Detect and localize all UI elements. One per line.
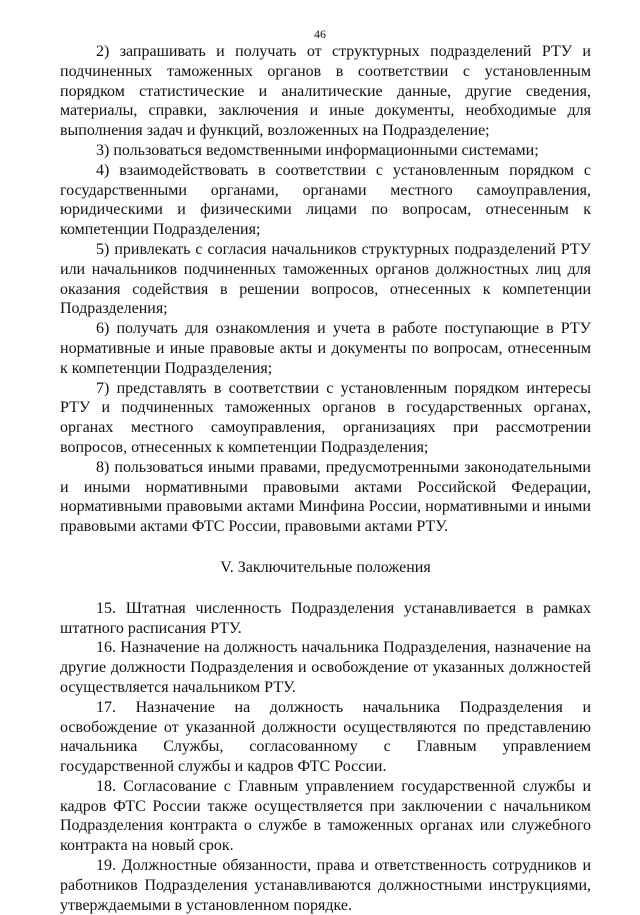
page-number: 46: [314, 27, 326, 41]
final-item-19: 19. Должностные обязанности, права и ответственность сотрудников и работников Подразделения устанавливаются должностными инструкциями, утверждаемыми в установленном порядке.: [60, 857, 591, 914]
rights-item-8: 8) пользоваться иными правами, предусмотренными законодательными и иными нормативными правовыми актами Российской Федерации, нормативными правовыми актами Минфина России, нормативными и иными правовыми актами ФТС России, правовыми актами РТУ.: [60, 458, 591, 536]
rights-item-7: 7) представлять в соответствии с установленным порядком интересы РТУ и подчиненных таможенных органов в государственных органах, органах местного самоуправления, организациях при рассмотрении вопросов, отнесенных к компетенции Подразделения;: [60, 379, 591, 456]
page-body: [60, 42, 591, 915]
rights-item-2: 2) запрашивать и получать от структурных подразделений РТУ и подчиненных таможенных органов в соответствии с установленным порядком статистические и аналитические данные, другие сведения, материалы, справки, заключения и иные документы, необходимые для выполнения задач и функций, возложенных на Подразделение;: [60, 43, 591, 140]
final-item-18: 18. Согласование с Главным управлением государственной службы и кадров ФТС России также осуществляется при заключении с начальником Подразделения контракта о службе в таможенных органах или служебного контракта на новый срок.: [60, 777, 591, 855]
rights-item-5: 5) привлекать с согласия начальников структурных подразделений РТУ или начальников подчиненных таможенных органов должностных лиц для оказания содействия в решении вопросов, отнесенных к компетенции Подразделения;: [60, 240, 591, 318]
rights-item-4: 4) взаимодействовать в соответствии с установленным порядком с государственными органами, органами местного самоуправления, юридическими и физическими лицами по вопросам, отнесенным к компетенции Подразделения;: [60, 161, 591, 239]
rights-item-6: 6) получать для ознакомления и учета в работе поступающие в РТУ нормативные и иные правовые акты и документы по вопросам, отнесенным к компетенции Подразделения;: [60, 320, 591, 377]
final-item-17: 17. Назначение на должность начальника Подразделения и освобождение от указанной должности осуществляются по представлению начальника Службы, согласованному с Главным управлением государственной службы и кадров ФТС России.: [60, 698, 591, 776]
rights-item-3: 3) пользоваться ведомственными информационными системами;: [96, 141, 539, 159]
section-heading: V. Заключительные положения: [220, 558, 431, 576]
final-item-15: 15. Штатная численность Подразделения устанавливается в рамках штатного расписания РТУ.: [60, 599, 591, 637]
final-item-16: 16. Назначение на должность начальника Подразделения, назначение на другие должности Подразделения и освобождение от указанных должностей осуществляется начальником РТУ.: [60, 639, 591, 696]
